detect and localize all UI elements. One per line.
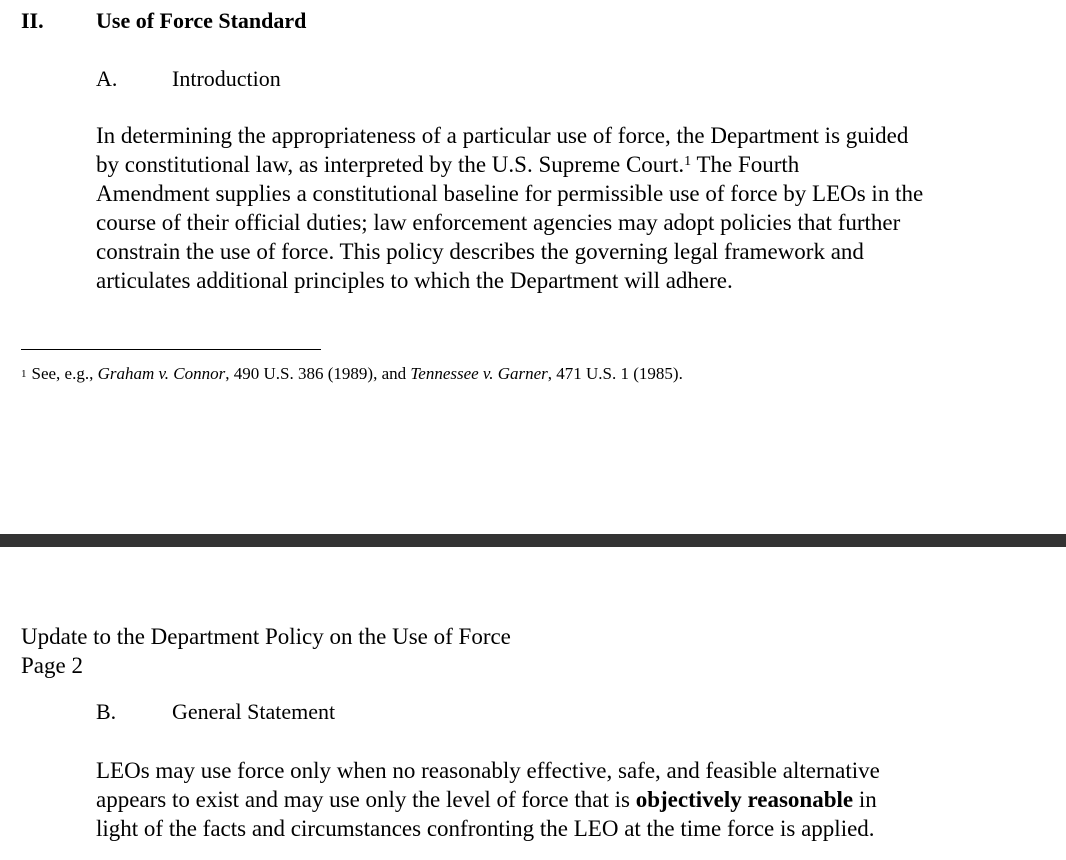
case-name-garner: Tennessee v. Garner [410,364,548,383]
paragraph-line-text: in [853,787,877,812]
case-name-graham: Graham v. Connor [97,364,226,383]
footnote [21,362,683,386]
introduction-paragraph [96,121,1056,295]
footnote-mark: 1 [21,368,27,380]
paragraph-line: light of the facts and circumstances confronting the LEO at the time force is applied. [96,816,875,841]
subsection-b-title: General Statement [172,699,336,724]
subsection-a-letter: A. [96,66,118,91]
subsection-a-title: Introduction [172,66,281,91]
paragraph-line-text: by constitutional law, as interpreted by the U.S. Supreme Court. [96,152,685,177]
paragraph-line: articulates additional principles to which the Department will adhere. [96,268,733,293]
paragraph-line: constrain the use of force. This policy describes the governing legal framework and [96,239,864,264]
paragraph-line: Amendment supplies a constitutional baseline for permissible use of force by LEOs in the [96,181,924,206]
case-citation-graham: , 490 U.S. 386 (1989), and [225,364,411,383]
footnote-reference[interactable]: 1 [684,154,692,169]
paragraph-line: LEOs may use force only when no reasonably effective, safe, and feasible alternative [96,758,880,783]
page-break-bar [0,534,1066,547]
paragraph-line-text: appears to exist and may use only the level of force that is [96,787,636,812]
footnote-prefix: See, e.g., [31,364,98,383]
paragraph-line [96,785,1056,814]
case-citation-garner: , 471 U.S. 1 (1985). [547,364,683,383]
paragraph-line: course of their official duties; law enforcement agencies may adopt policies that further [96,210,901,235]
running-header-title: Update to the Department Policy on the Use of Force [21,624,511,649]
paragraph-line [96,150,1056,179]
paragraph-line: In determining the appropriateness of a particular use of force, the Department is guided [96,123,909,148]
section-number: II. [21,8,44,33]
section-title: Use of Force Standard [96,8,307,33]
subsection-b-letter: B. [96,699,117,724]
paragraph-line-text: The Fourth [696,152,800,177]
page-number: Page 2 [21,653,83,678]
general-statement-paragraph [96,756,1056,843]
footnote-separator [21,349,321,350]
bold-phrase: objectively reasonable [635,787,854,812]
